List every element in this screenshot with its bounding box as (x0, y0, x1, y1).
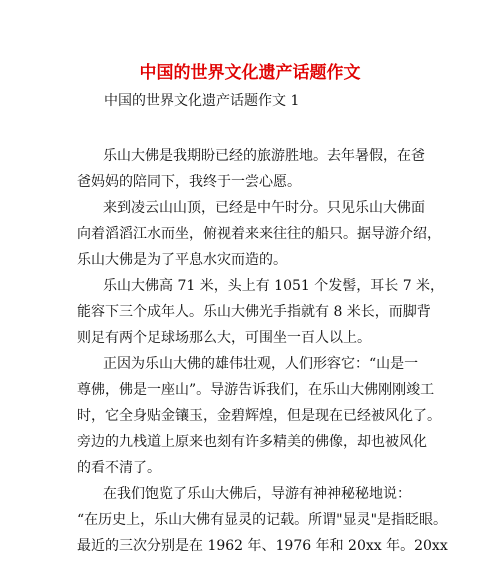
paragraph-line: 来到凌云山山顶，已经是中午时分。只见乐山大佛面 (103, 200, 425, 216)
paragraph-line: 尊佛，佛是一座山”。导游告诉我们，在乐山大佛刚刚竣工 (77, 382, 435, 398)
paragraph-line: 旁边的九栈道上原来也刻有许多精美的佛像，却也被风化 (77, 434, 427, 450)
paragraph-line: 则足有两个足球场那么大，可围坐一百人以上。 (77, 330, 371, 346)
paragraph-line: 时，它全身贴金镶玉，金碧辉煌，但是现在已经被风化了。 (77, 408, 441, 424)
paragraph-line: 向着滔滔江水而坐，俯视着来来往往的船只。据导游介绍， (77, 226, 441, 242)
paragraph-line: 乐山大佛是我期盼已经的旅游胜地。去年暑假，在爸 (103, 148, 425, 164)
paragraph-line: 正因为乐山大佛的雄伟壮观，人们形容它：“山是一 (103, 356, 419, 372)
paragraph-line: “在历史上，乐山大佛有显灵的记载。所谓"显灵"是指眨眼。 (77, 512, 448, 528)
essay-subtitle: 中国的世界文化遗产话题作文 1 (104, 93, 300, 109)
paragraph-line: 能容下三个成年人。乐山大佛光手指就有 8 米长，而脚背 (77, 304, 431, 320)
document-title: 中国的世界文化遗产话题作文 (139, 63, 361, 83)
paragraph-line: 最近的三次分别是在 1962 年、1976 年和 20xx 年。20xx (77, 538, 448, 554)
paragraph-line: 爸妈妈的陪同下，我终于一尝心愿。 (77, 174, 301, 190)
paragraph-line: 的看不清了。 (77, 460, 161, 476)
paragraph-line: 乐山大佛高 71 米，头上有 1051 个发髻，耳长 7 米， (103, 278, 445, 294)
paragraph-line: 乐山大佛是为了平息水灾而造的。 (77, 252, 287, 268)
paragraph-line: 在我们饱览了乐山大佛后，导游有神神秘秘地说： (103, 486, 411, 502)
